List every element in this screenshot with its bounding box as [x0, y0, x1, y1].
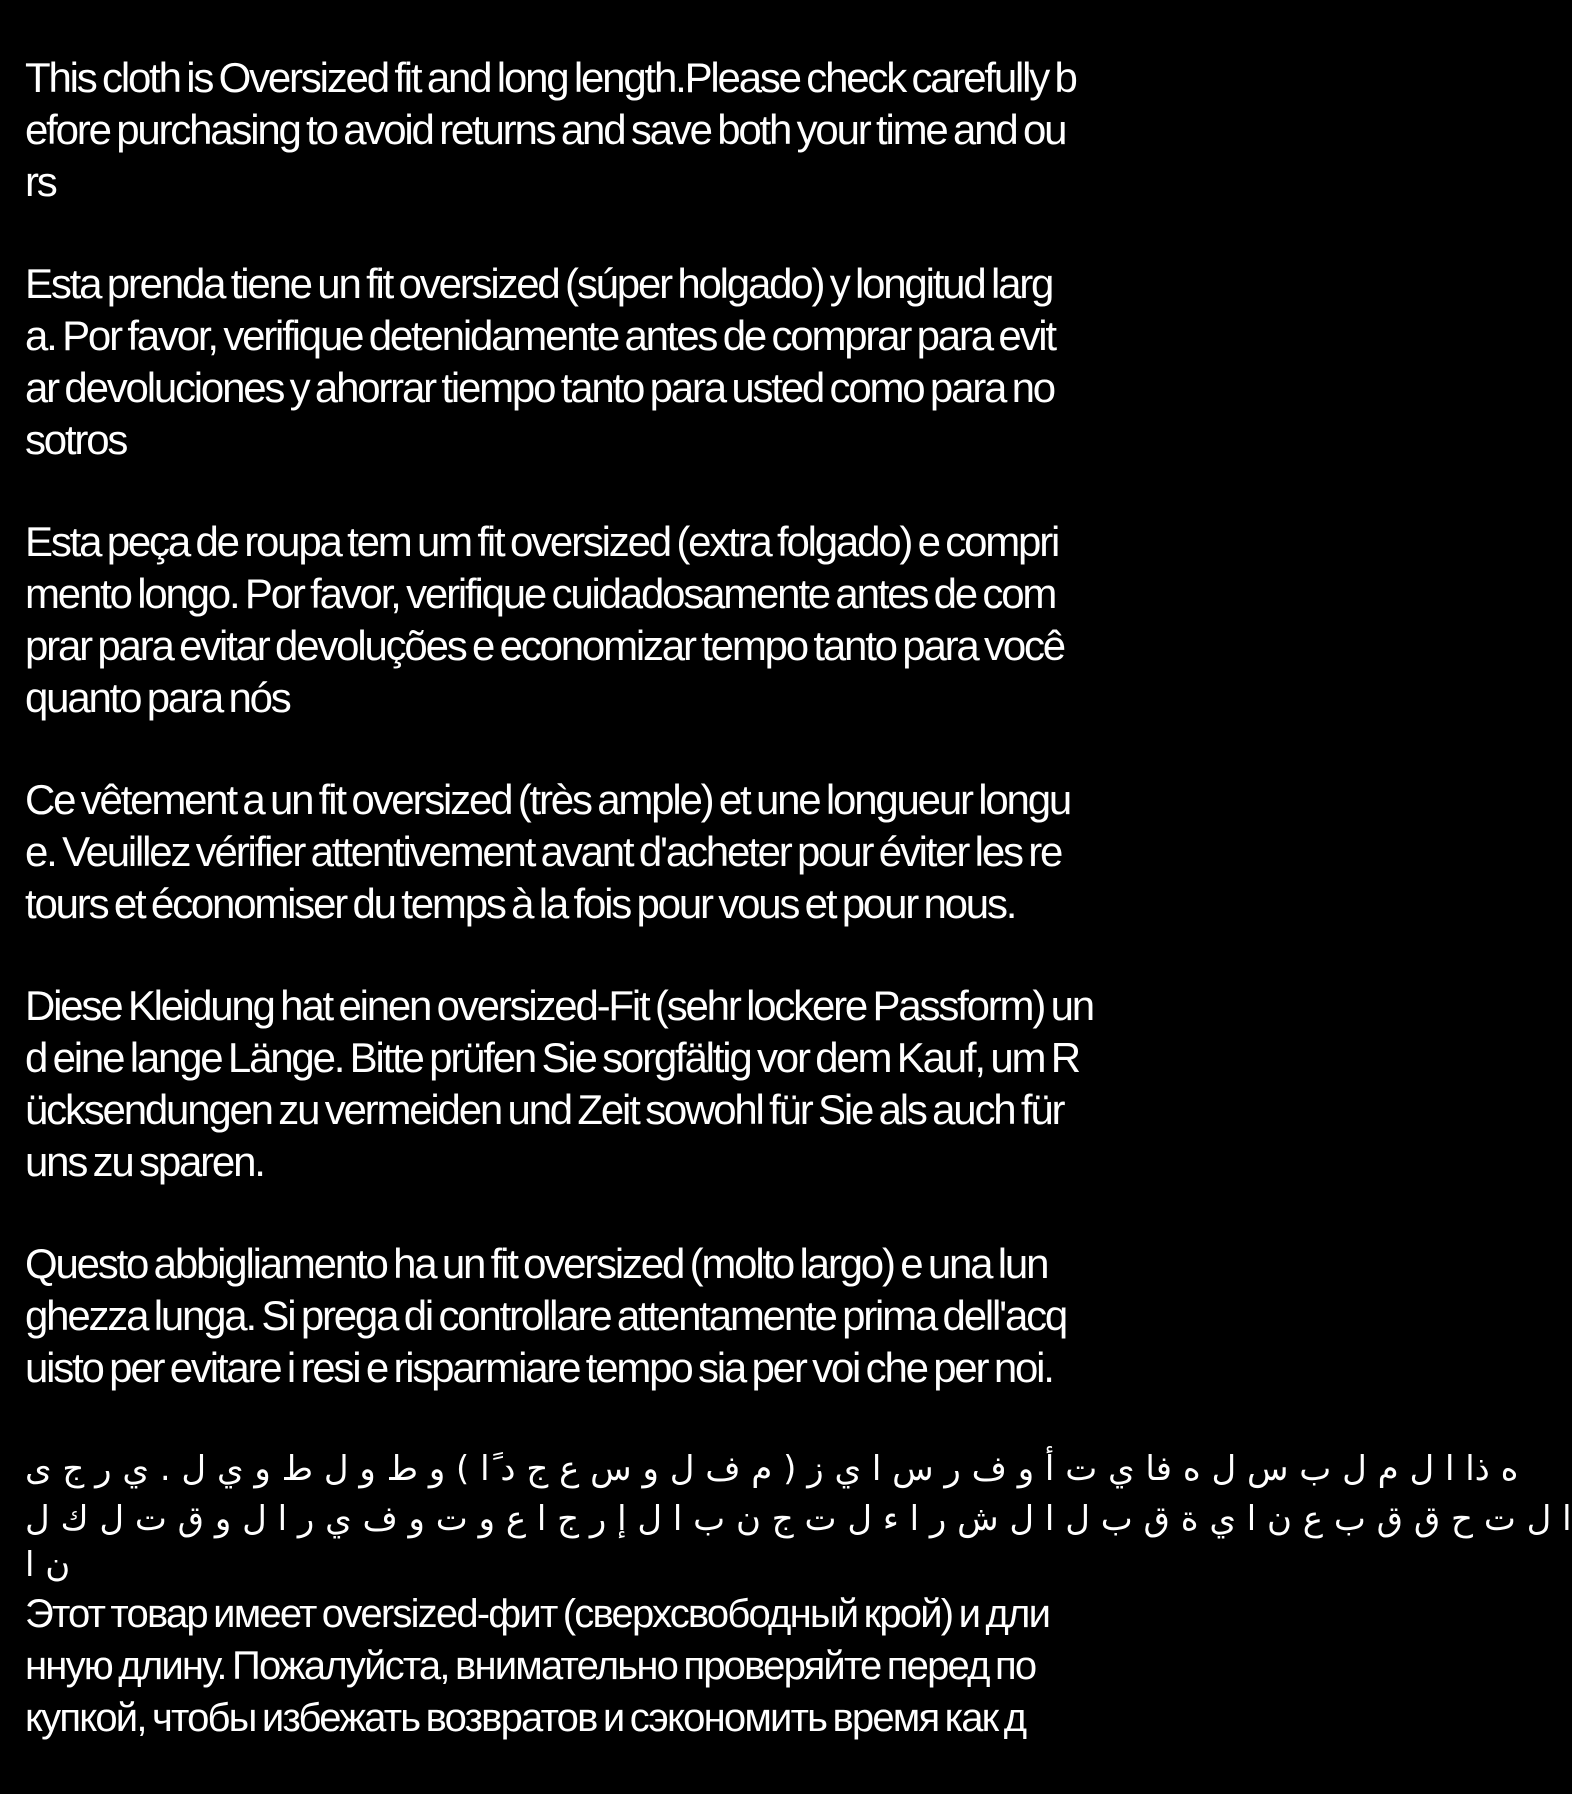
- text-line: d eine lange Länge. Bitte prüfen Sie sorgfältig vor dem Kauf, um R: [25, 1034, 1079, 1081]
- paragraph-german: [25, 980, 1325, 1188]
- text-line: sotros: [25, 416, 127, 463]
- text-line: prar para evitar devoluções e economizar tempo tanto para você: [25, 622, 1064, 669]
- text-line: Esta prenda tiene un fit oversized (súper holgado) y longitud larg: [25, 260, 1053, 307]
- text-line: ه ذا ا ل م ل ب س ل ه فا ي ت أ و ف ر س ا ي ز ( م ف ل و س ع ج د ًا ) و ط و ل ط و ي ل . ي ر ج ى: [25, 1449, 1519, 1489]
- text-line: ن ا: [25, 1545, 71, 1585]
- text-line: efore purchasing to avoid returns and save both your time and ou: [25, 106, 1066, 153]
- text-line: ا ل ت ح ق ق ب ع ن ا ي ة ق ب ل ا ل ش ر ا ء ل ت ج ن ب ا ل إ ر ج ا ع و ت و ف ي ر ا ل و ق ت ل ك ل: [25, 1499, 1572, 1539]
- paragraph-spanish: [25, 258, 1325, 466]
- text-line: mento longo. Por favor, verifique cuidadosamente antes de com: [25, 570, 1056, 617]
- paragraph-portuguese: [25, 516, 1325, 724]
- paragraph-italian: [25, 1238, 1325, 1394]
- text-line: quanto para nós: [25, 674, 290, 721]
- text-line: This cloth is Oversized fit and long length.Please check carefully b: [25, 54, 1076, 101]
- text-line: Questo abbigliamento ha un fit oversized (molto largo) e una lun: [25, 1240, 1048, 1287]
- paragraph-russian: [25, 1588, 1325, 1744]
- text-line: ar devoluciones y ahorrar tiempo tanto para usted como para no: [25, 364, 1054, 411]
- text-line: Ce vêtement a un fit oversized (très ample) et une longueur longu: [25, 776, 1071, 823]
- text-line: a. Por favor, verifique detenidamente antes de comprar para evit: [25, 312, 1055, 359]
- text-line: e. Veuillez vérifier attentivement avant d'acheter pour éviter les re: [25, 828, 1062, 875]
- paragraph-arabic: [25, 1444, 1572, 1586]
- text-line: tours et économiser du temps à la fois pour vous et pour nous.: [25, 880, 1016, 927]
- text-line: нную длину. Пожалуйста, внимательно проверяйте перед по: [25, 1644, 1036, 1688]
- text-line: uisto per evitare i resi e risparmiare tempo sia per voi che per noi.: [25, 1344, 1053, 1391]
- text-line: Esta peça de roupa tem um fit oversized (extra folgado) e compri: [25, 518, 1059, 565]
- text-line: Этот товар имеет oversized-фит (сверхсвободный крой) и дли: [25, 1592, 1050, 1636]
- paragraph-english: [25, 52, 1325, 208]
- text-line: Diese Kleidung hat einen oversized-Fit (sehr lockere Passform) un: [25, 982, 1093, 1029]
- text-line: купкой, чтобы избежать возвратов и сэкономить время как д: [25, 1696, 1026, 1740]
- paragraph-french: [25, 774, 1325, 930]
- text-line: ghezza lunga. Si prega di controllare attentamente prima dell'acq: [25, 1292, 1067, 1339]
- product-notice-text: [25, 52, 1572, 1794]
- text-line: rs: [25, 158, 56, 205]
- text-line: uns zu sparen.: [25, 1138, 264, 1185]
- text-line: ücksendungen zu vermeiden und Zeit sowohl für Sie als auch für: [25, 1086, 1064, 1133]
